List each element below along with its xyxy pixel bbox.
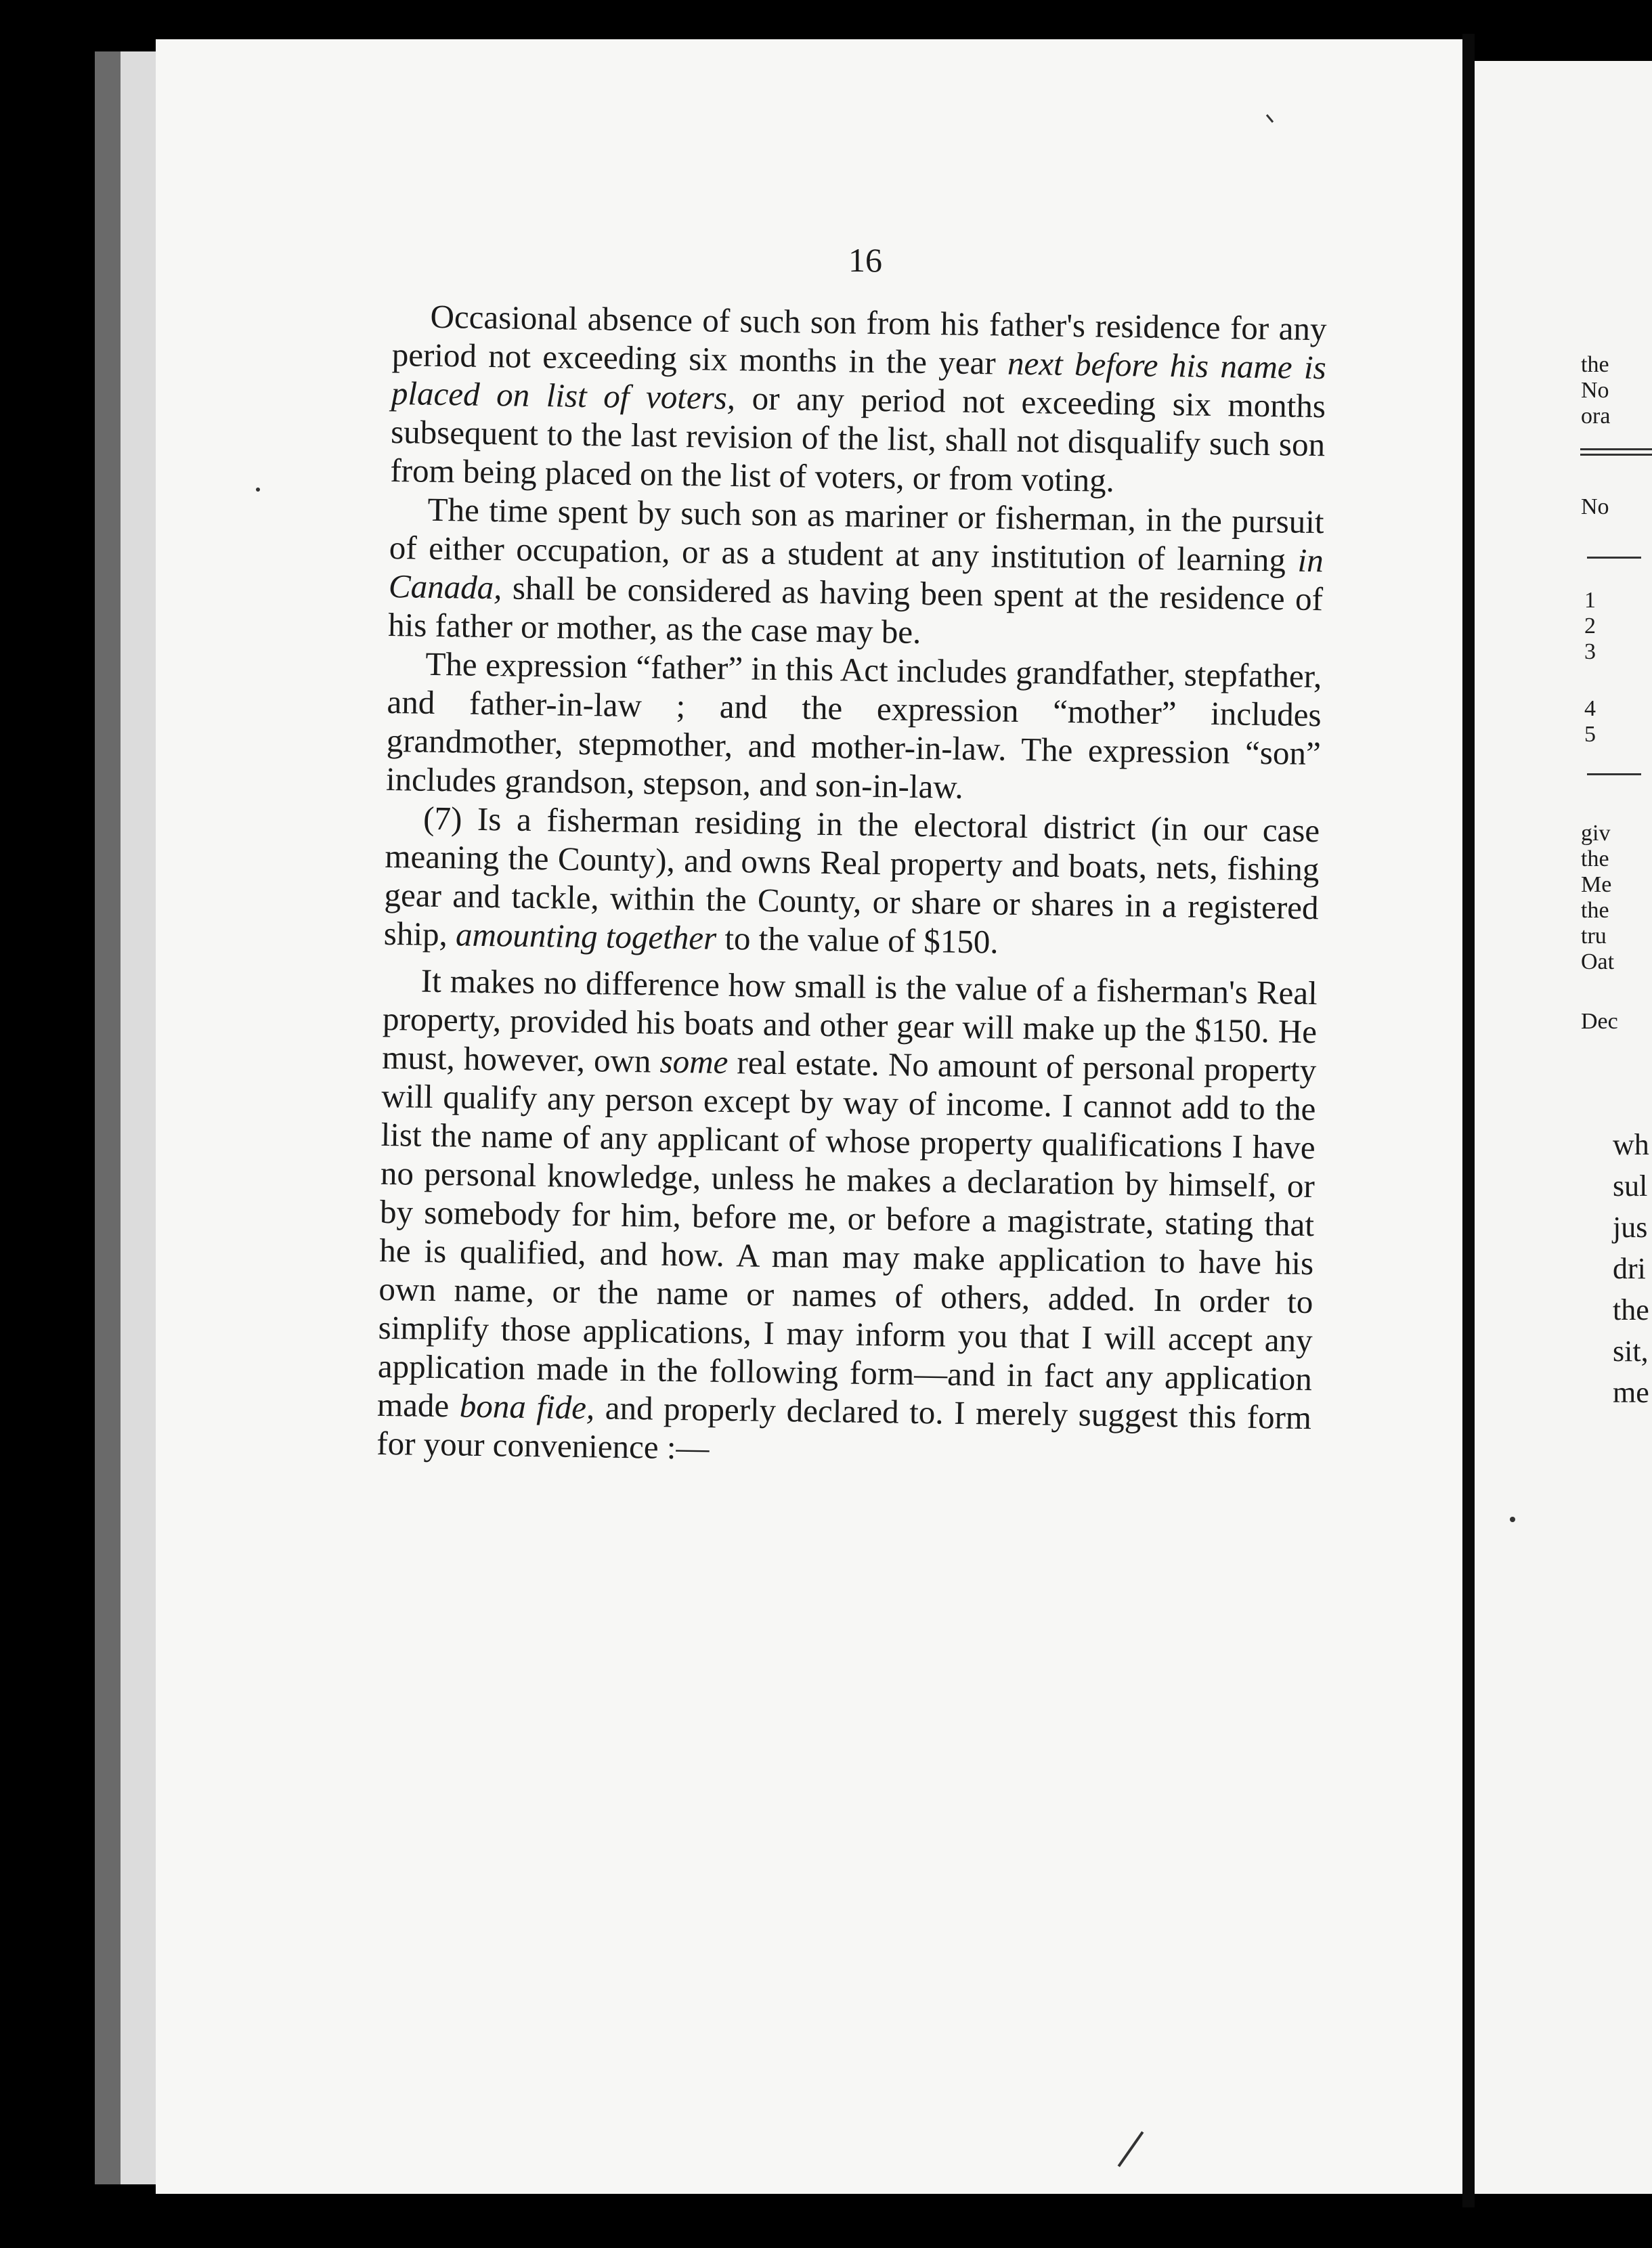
- right-fragment-number: 2: [1584, 613, 1596, 639]
- right-fragment-line: the: [1581, 846, 1609, 871]
- right-fragment-number: 5: [1584, 722, 1596, 747]
- italic-text: next before his name is placed on list of voters,: [391, 344, 1327, 417]
- right-fragment-line: the: [1581, 898, 1609, 923]
- right-fragment-line: No: [1581, 378, 1609, 403]
- right-fragment-line: jus: [1613, 1211, 1648, 1244]
- scan-speck: [256, 488, 260, 492]
- text-run: The time spent by such son as mariner or fisherman, in the pursuit of either occupation, or as a student at any institution of learning: [389, 490, 1324, 579]
- text-run: It makes no difference how small is the value of a fisherman's Real property, provided his boats and other gear will make up the $150. He must, however, own: [381, 961, 1318, 1080]
- right-fragment-number: 1: [1584, 588, 1596, 613]
- italic-text: in Canada,: [388, 541, 1324, 607]
- right-fragment-line: giv: [1581, 821, 1611, 846]
- text-run: (7) Is a fisherman residing in the electoral district (in our case meaning the County), and owns Real property and boats, nets, fishing gear and tackle, within the County, or share or shares in a registered ship,: [383, 799, 1320, 953]
- right-fragment-line: the: [1613, 1293, 1649, 1326]
- italic-text: amounting together: [455, 915, 717, 957]
- book-gutter: [1462, 34, 1475, 2207]
- right-fragment-number: 3: [1584, 639, 1596, 664]
- right-fragment-line: sul: [1613, 1169, 1648, 1203]
- right-fragment-line: me: [1613, 1376, 1649, 1409]
- right-fragment-numbers: [1584, 588, 1652, 748]
- paragraph: [383, 798, 1320, 966]
- text-run: shall be considered as having been spent at the residence of his father or mother, as the case may be.: [387, 569, 1324, 651]
- left-page-edge: [95, 51, 156, 2184]
- paragraph: [376, 961, 1318, 1475]
- text-run: or any period not exceeding six months subsequent to the last revision of the list, shall not disqualify such son from being placed on the list of voters, or from voting.: [390, 379, 1326, 499]
- right-fragment-line: tru: [1581, 924, 1607, 949]
- right-double-rule-bottom: [1580, 454, 1652, 456]
- body-text: [376, 297, 1327, 1475]
- paragraph: [386, 644, 1322, 811]
- text-run: Occasional absence of such son from his father's residence for any period not exceeding six months in the year: [391, 297, 1327, 382]
- right-fragment-line: wh: [1613, 1128, 1649, 1161]
- right-double-rule-top: [1580, 448, 1652, 450]
- right-rule-1: [1587, 557, 1641, 559]
- right-fragment-line: dri: [1613, 1252, 1646, 1285]
- page-number: 16: [848, 241, 882, 279]
- right-fragment-col-label: No: [1581, 494, 1609, 519]
- scan-speck: [1510, 1517, 1515, 1522]
- right-fragment-line: Oat: [1581, 949, 1615, 974]
- right-fragment-middle: [1581, 821, 1652, 975]
- right-fragment-line: the: [1581, 352, 1609, 377]
- right-fragment-number: 4: [1584, 696, 1596, 721]
- italic-text: bona fide,: [459, 1387, 595, 1427]
- text-run: real estate. No amount of personal property will qualify any person except by way of income. I cannot add to the list the name of any applicant of whose property qualifications I have no personal knowledge, unless he makes a declaration by himself, or by somebody for him, before me, or before a magistrate, stating that he is qualified, and how. A man may make application to have his own name, or the name or names of others, added. In order to simplify those applications, I may inform you that I will accept any application made in the following form—and in fact any application made: [376, 1043, 1317, 1425]
- right-fragment-line: Me: [1581, 872, 1612, 897]
- right-rule-2: [1587, 773, 1641, 775]
- right-fragment-lower: [1613, 1124, 1652, 1413]
- text-run: to the value of $150.: [716, 919, 999, 961]
- right-fragment-line: sit,: [1613, 1335, 1649, 1368]
- right-fragment-date: Dec: [1581, 1009, 1618, 1034]
- paragraph: [388, 490, 1324, 657]
- right-fragment-header: [1581, 352, 1652, 429]
- text-run: The expression “father” in this Act includes grandfather, stepfather, and father-in-law ; and the expression “mother” includes grandmother, stepmother, and mother-in-law. The expression “son” includes grandson, stepson, and son-in-law.: [385, 645, 1322, 806]
- text-run: and properly declared to. I merely suggest this form for your convenience :—: [376, 1389, 1312, 1467]
- paragraph: [390, 297, 1327, 502]
- right-fragment-line: ora: [1581, 404, 1611, 429]
- left-page-edge-strip: [121, 51, 156, 2184]
- italic-text: some: [659, 1042, 729, 1081]
